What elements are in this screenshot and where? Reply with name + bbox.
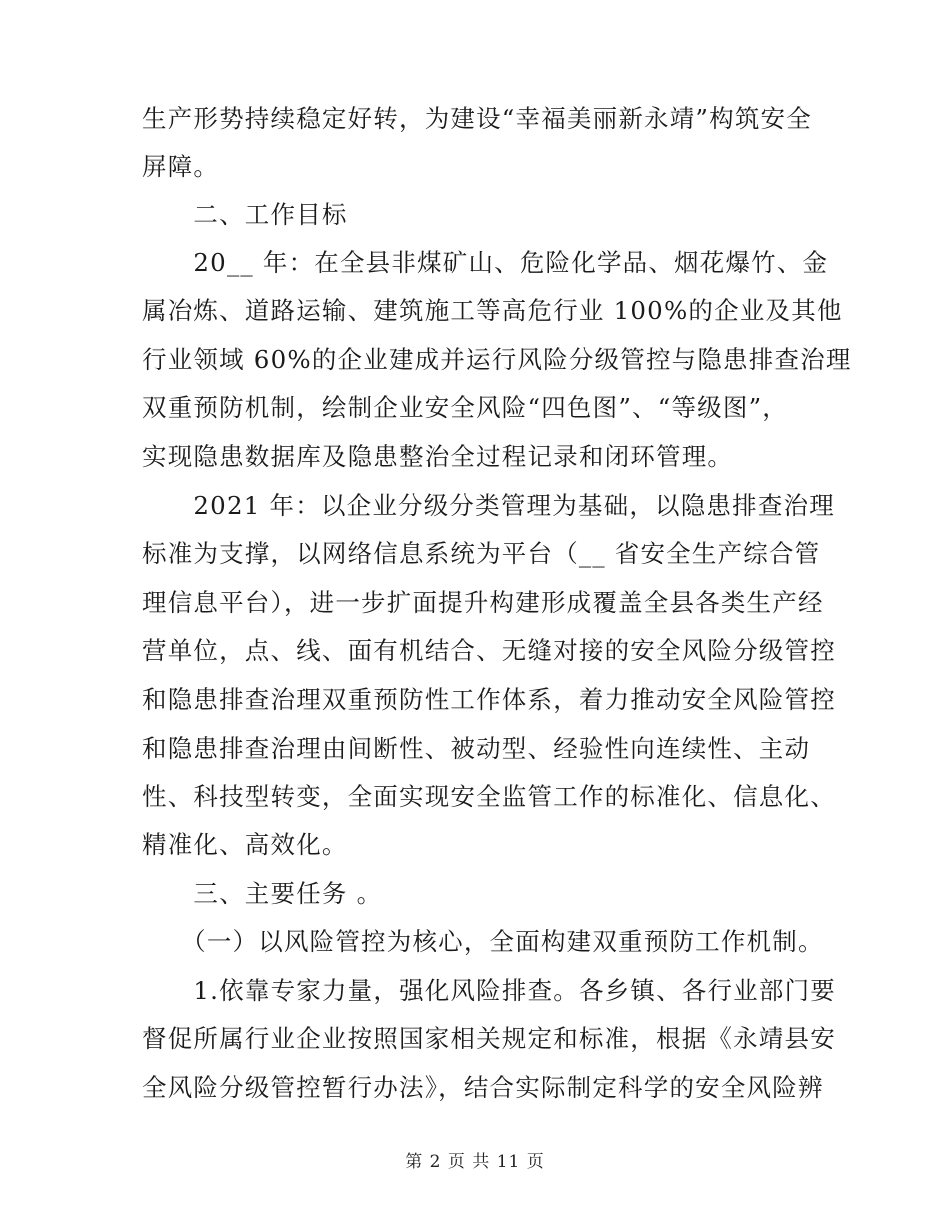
subsection-heading: （一）以风险管控为核心，全面构建双重预防工作机制。 (142, 927, 824, 956)
text-line: 行业领域 60%的企业建成并运行风险分级管控与隐患排查治理 (142, 345, 852, 374)
text-line: 和隐患排查治理由间断性、被动型、经验性向连续性、主动 (142, 734, 811, 763)
text-line: 2021 年：以企业分级分类管理为基础，以隐患排查治理 (142, 491, 835, 520)
text-line: 实现隐患数据库及隐患整治全过程记录和闭环管理。 (142, 442, 734, 471)
text-line: 生产形势持续稳定好转，为建设“幸福美丽新永靖”构筑安全 (142, 104, 812, 133)
text-line: 精准化、高效化。 (142, 830, 348, 859)
text-line: 20__ 年：在全县非煤矿山、危险化学品、烟花爆竹、金 (142, 248, 829, 277)
text-line: 和隐患排查治理双重预防性工作体系，着力推动安全风险管控 (142, 685, 836, 714)
section-heading: 二、工作目标 (142, 200, 348, 229)
text-line: 营单位，点、线、面有机结合、无缝对接的安全风险分级管控 (142, 636, 836, 665)
text-line: 双重预防机制，绘制企业安全风险“四色图”、“等级图”， (142, 393, 788, 422)
text-line: 督促所属行业企业按照国家相关规定和标准，根据《永靖县安 (142, 1024, 836, 1053)
section-heading: 三、主要任务 。 (142, 879, 383, 908)
text-line: 1.依靠专家力量，强化风险排查。各乡镇、各行业部门要 (142, 976, 836, 1005)
text-line: 理信息平台），进一步扩面提升构建形成覆盖全县各类生产经 (142, 588, 824, 617)
text-line: 全风险分级管控暂行办法》，结合实际制定科学的安全风险辨 (142, 1073, 824, 1102)
page-number-footer: 第 2 页 共 11 页 (405, 1152, 545, 1172)
text-line: 屏障。 (142, 152, 220, 181)
text-line: 标准为支撑，以网络信息系统为平台（__ 省安全生产综合管 (142, 539, 821, 568)
text-line: 性、科技型转变，全面实现安全监管工作的标准化、信息化、 (142, 782, 836, 811)
text-line: 属冶炼、道路运输、建筑施工等高危行业 100%的企业及其他 (142, 296, 843, 325)
